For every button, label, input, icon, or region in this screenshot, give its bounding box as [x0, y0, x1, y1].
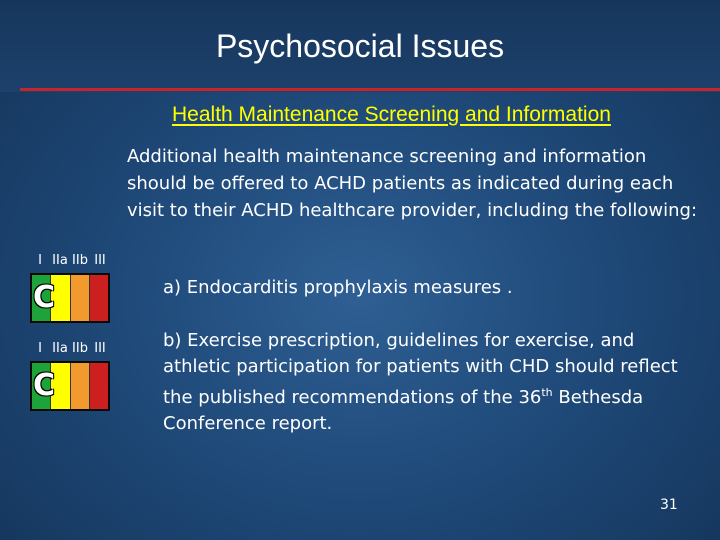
list-item: [163, 328, 703, 437]
class-label: I: [38, 253, 42, 268]
item-text: Bethesda Conference report.: [163, 387, 644, 434]
class-label: IIa: [52, 341, 68, 356]
evidence-level: C: [33, 368, 56, 403]
class-label: IIb: [72, 253, 88, 268]
class-iib-box: [71, 275, 90, 321]
class-label: III: [94, 253, 106, 268]
class-iii-box: [90, 275, 108, 321]
list-item: a) Endocarditis prophylaxis measures .: [163, 277, 513, 298]
page-number: 31: [660, 497, 678, 513]
class-labels: [30, 253, 110, 273]
body-paragraph: Additional health maintenance screening and information should be offered to ACHD patients as indicated during each visit to their ACHD healthcare provider, including the following:: [127, 146, 698, 221]
class-label: IIa: [52, 253, 68, 268]
class-iib-box: [71, 363, 90, 409]
class-labels: [30, 341, 110, 361]
class-label: I: [38, 341, 42, 356]
class-i-box: [32, 363, 56, 409]
class-iii-box: [90, 363, 108, 409]
slide-subtitle: Health Maintenance Screening and Information: [172, 103, 611, 126]
recommendation-class-badge: [30, 341, 110, 411]
evidence-level: C: [33, 280, 56, 315]
class-color-boxes: [30, 273, 110, 323]
item-text: b) Exercise prescription, guidelines for exercise, and athletic participation for patients with CHD should reflect the published recommendations of the 36: [163, 330, 678, 408]
slide-title: Psychosocial Issues: [215, 28, 505, 64]
superscript: th: [541, 386, 553, 399]
class-label: IIb: [72, 341, 88, 356]
recommendation-class-badge: [30, 253, 110, 323]
class-label: III: [94, 341, 106, 356]
class-color-boxes: [30, 361, 110, 411]
class-i-box: [32, 275, 56, 321]
title-divider: [20, 88, 720, 91]
